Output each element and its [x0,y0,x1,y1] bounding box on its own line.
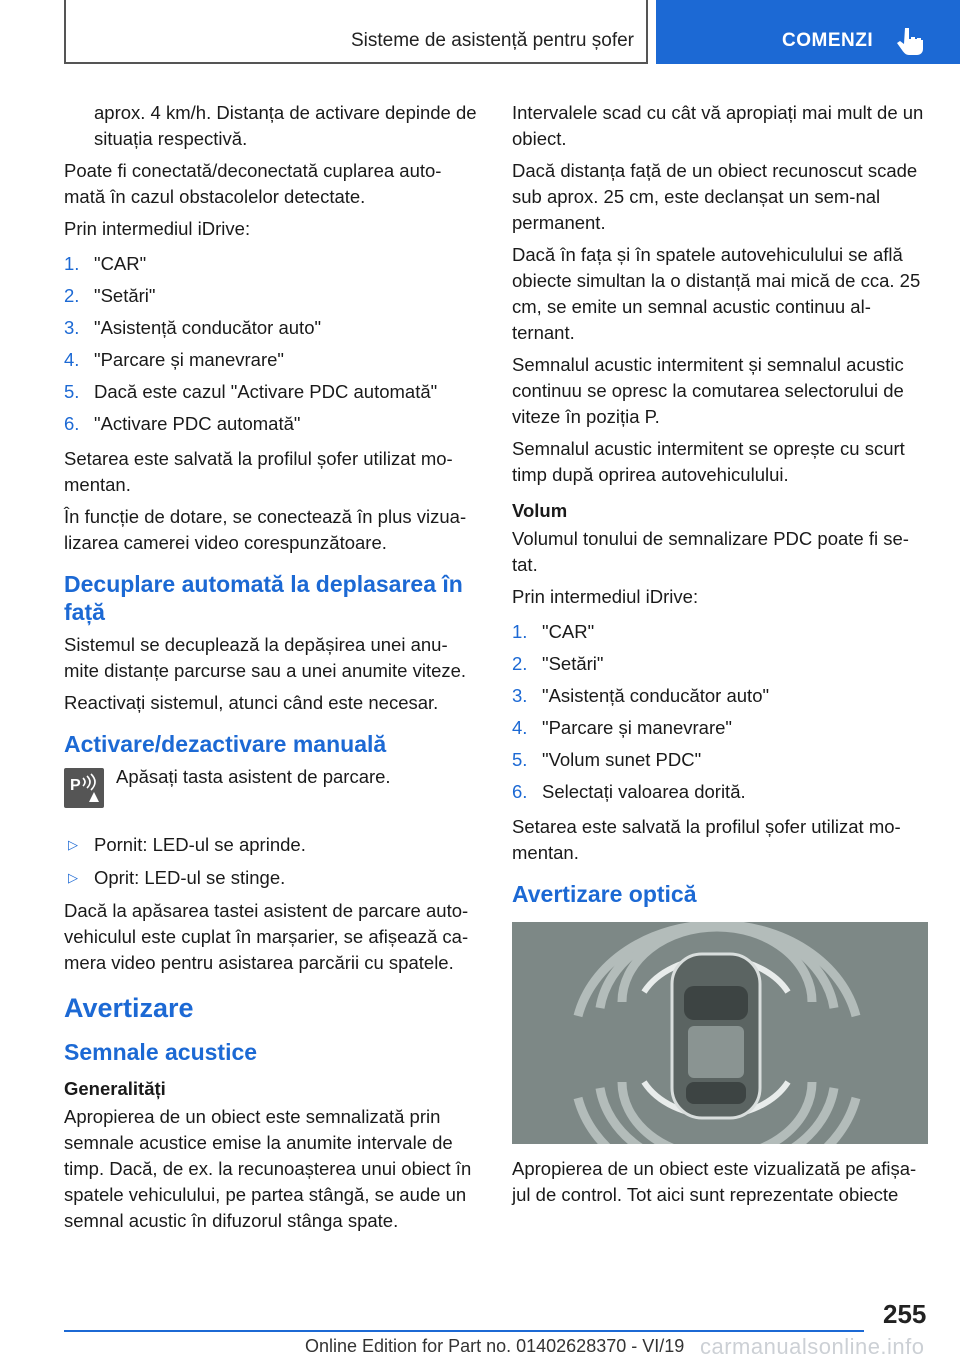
step-number: 3. [64,317,80,338]
step-number: 6. [64,413,80,434]
list-item [512,744,928,776]
right-column [512,100,928,1214]
paragraph: În funcție de dotare, se conectează în plus vizua‐lizarea camerei video corespunzătoare. [64,506,467,553]
heading-warning: Avertizare [64,993,194,1023]
paragraph: Prin intermediul iDrive: [64,218,251,239]
step-text: "Activare PDC automată" [94,413,301,434]
step-number: 1. [64,253,80,274]
step-number: 6. [512,781,528,802]
list-item [512,648,928,680]
led-status-list [64,828,480,894]
heading-manual-activation: Activare/dezactivare manuală [64,731,387,757]
list-item [64,828,480,861]
step-number: 4. [512,717,528,738]
list-item [64,344,480,376]
bullet-text: Pornit: LED-ul se aprinde. [94,834,306,855]
paragraph: Semnalul acustic intermitent și semnalul acustic continuu se opresc la comutarea selectorului de viteze în poziția P. [512,354,904,427]
paragraph: Reactivați sistemul, atunci când este necesar. [64,692,439,713]
step-text: "CAR" [94,253,147,274]
step-number: 2. [512,653,528,674]
list-item [64,408,480,440]
heading-acoustic-signals: Semnale acustice [64,1039,258,1065]
paragraph: Dacă în fața și în spatele autovehiculului se află obiecte simultan la o distanță mai mică de cca. 25 cm, se emite un semnal acustic continuu al‐ternant. [512,244,921,343]
list-item [64,280,480,312]
paragraph: Apropierea de un obiect este vizualizată pe afișa‐jul de control. Tot aici sunt reprezentate obiecte [512,1158,917,1205]
header-section-box [64,0,648,64]
step-text: "Setări" [94,285,156,306]
car-top-view [672,954,760,1118]
step-text: "Asistență conducător auto" [542,685,770,706]
list-item [512,616,928,648]
list-item [64,248,480,280]
left-column [64,100,480,1240]
list-item [512,776,928,808]
page-number: 255 [883,1299,927,1329]
paragraph: Prin intermediul iDrive: [512,586,699,607]
step-text: Selectați valoarea dorită. [542,781,746,802]
paragraph: Semnalul acustic intermitent se oprește cu scurt timp după oprirea autovehiculului. [512,438,905,485]
step-number: 5. [512,749,528,770]
watermark-text: carmanualsonline.info [700,1334,925,1359]
idrive-steps-list [64,248,480,440]
step-number: 4. [64,349,80,370]
pdc-display-illustration [512,922,928,1144]
triangle-bullet-icon: ▷ [68,870,78,885]
step-number: 2. [64,285,80,306]
heading-optical-warning: Avertizare optică [512,881,697,907]
section-title: Sisteme de asistență pentru șofer [350,30,634,51]
heading-auto-deactivation: Decuplare automată la deplasarea în față [64,571,463,625]
step-text: "Parcare și manevrare" [542,717,732,738]
step-text: "CAR" [542,621,595,642]
paragraph: Setarea este salvată la profilul șofer utilizat mo‐mentan. [64,448,453,495]
paragraph: Dacă la apăsarea tastei asistent de parcare auto‐vehiculul este cuplat în marșarier, se afișează ca‐mera video pentru asistarea parcării cu spatele. [64,900,469,973]
list-item [64,376,480,408]
paragraph: Dacă distanța față de un obiect recunoscut scade sub aprox. 25 cm, este declanșat un sem‐nal permanent. [512,160,918,233]
footer-divider [64,1330,864,1332]
heading-general: Generalități [64,1078,166,1099]
svg-text:P: P [70,777,81,794]
tab-label: COMENZI [782,30,874,51]
paragraph: Volumul tonului de semnalizare PDC poate fi se‐tat. [512,528,909,575]
step-number: 3. [512,685,528,706]
header-tab-comenzi[interactable] [656,0,960,64]
paragraph: Poate fi conectată/deconectată cuplarea auto‐mată în cazul obstacolelor detectate. [64,160,442,207]
triangle-bullet-icon: ▷ [68,837,78,852]
step-text: "Setări" [542,653,604,674]
step-number: 5. [64,381,80,402]
parking-button-instruction [64,764,480,822]
parking-assistant-icon [64,768,104,808]
step-text: Dacă este cazul "Activare PDC automată" [94,381,438,402]
list-item [64,312,480,344]
edition-text: Online Edition for Part no. 01402628370 - VI/19 [305,1336,685,1356]
pointing-hand-icon [896,26,928,56]
list-item [512,712,928,744]
step-number: 1. [512,621,528,642]
instruction-text: Apăsați tasta asistent de parcare. [116,766,391,787]
list-item [512,680,928,712]
paragraph: aprox. 4 km/h. Distanța de activare depinde de situația respectivă. [94,102,477,149]
paragraph: Sistemul se decuplează la depășirea unei anu‐mite distanțe parcurse sau a unei anumite viteze. [64,634,467,681]
bullet-text: Oprit: LED-ul se stinge. [94,867,286,888]
step-text: "Asistență conducător auto" [94,317,322,338]
step-text: "Volum sunet PDC" [542,749,702,770]
idrive-volume-steps-list [512,616,928,808]
car-sensor-graphic [512,922,928,1144]
paragraph: Apropierea de un obiect este semnalizată prin semnale acustice emise la anumite intervale de timp. Dacă, de ex. la recunoașterea unui obiect în spatele vehiculului, pe partea stângă, se aude un semnal acustic în difuzorul stânga spate. [64,1106,472,1231]
paragraph: Intervalele scad cu cât vă apropiați mai mult de un obiect. [512,102,924,149]
list-item [64,861,480,894]
paragraph: Setarea este salvată la profilul șofer utilizat mo‐mentan. [512,816,901,863]
heading-volume: Volum [512,500,568,521]
step-text: "Parcare și manevrare" [94,349,284,370]
